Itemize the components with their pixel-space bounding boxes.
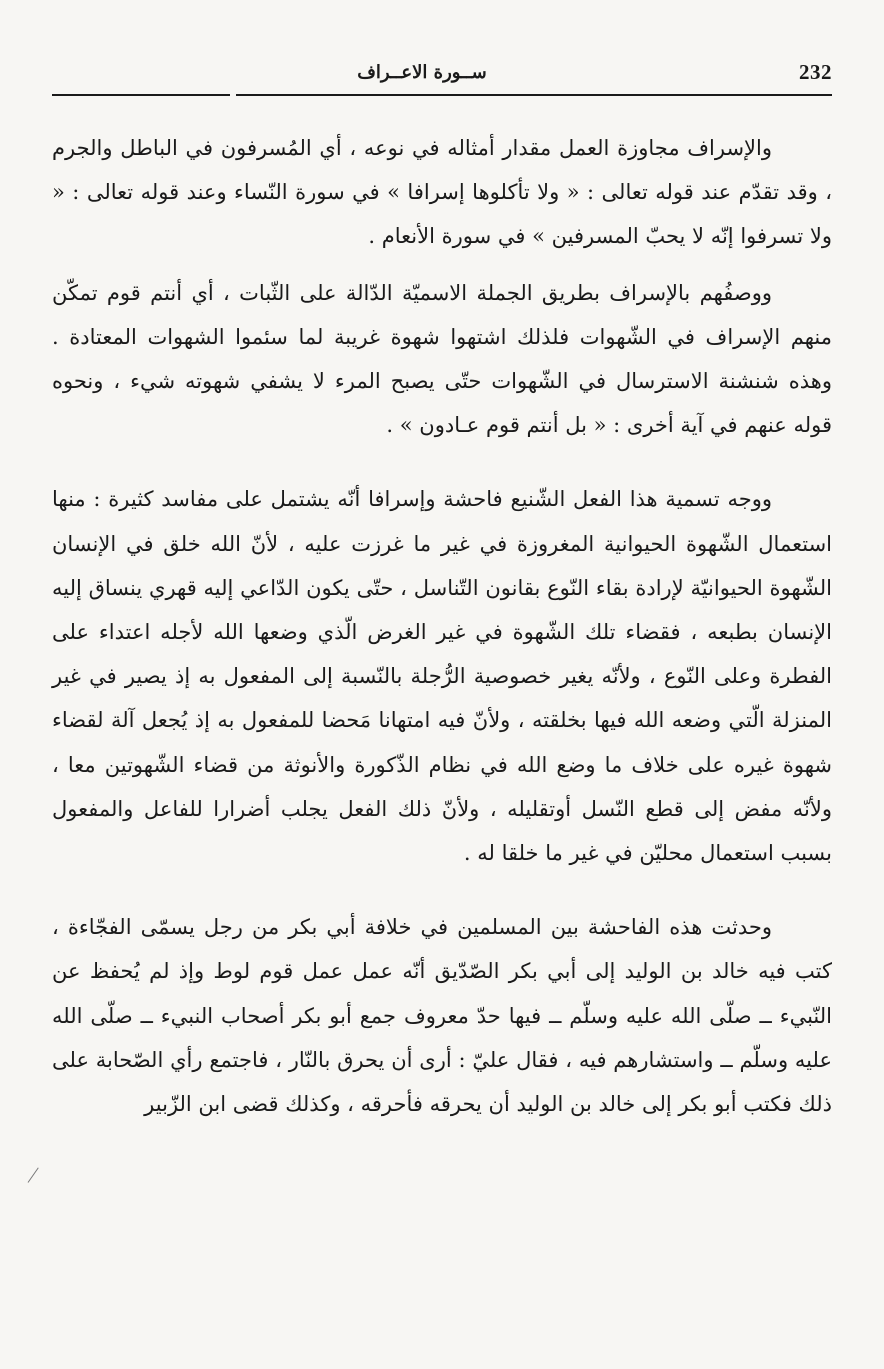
page-number: 232 bbox=[799, 60, 832, 84]
paragraph-1: والإسراف مجاوزة العمل مقدار أمثاله في نوعه ، أي المُسرفون في الباطل والجرم ، وقد تقدّم عند قوله تعالى : « ولا تأكلوها إسرافا » في سورة النّساء وعند قوله تعالى : « ولا تسرفوا إنّه لا يحبّ المسرفين » في سورة الأنعام . bbox=[52, 136, 832, 249]
body-text bbox=[52, 126, 832, 1126]
paragraph-4: وحدثت هذه الفاحشة بين المسلمين في خلافة أبي بكر من رجل يسمّى الفجّاءة ، كتب فيه خالد بن الوليد إلى أبي بكر الصّدّيق أنّه عمل عمل قوم لوط وإذ لم يُحفظ عن النّبيء ــ صلّى الله عليه وسلّم ــ فيها حدّ معروف جمع أبو بكر أصحاب النبيء ــ صلّى الله عليه وسلّم ــ واستشارهم فيه ، فقال عليّ : أرى أن يحرق بالنّار ، فاجتمع رأي الصّحابة على ذلك فكتب أبو بكر إلى خالد بن الوليد أن يحرقه فأحرقه ، وكذلك قضى ابن الزّبير bbox=[52, 915, 832, 1117]
header-rule-right bbox=[236, 94, 832, 96]
page-header bbox=[52, 60, 832, 104]
margin-pencil-mark bbox=[28, 1167, 39, 1182]
paragraph-3: ووجه تسمية هذا الفعل الشّنيع فاحشة وإسرافا أنّه يشتمل على مفاسد كثيرة : منها استعمال الشّهوة الحيوانية المغروزة في غير ما غرزت عليه ، لأنّ الله خلق في الإنسان الشّهوة الحيوانيّة لإرادة بقاء النّوع بقانون التّناسل ، حتّى يكون الدّاعي إليه قهري ينساق إليه الإنسان بطبعه ، فقضاء تلك الشّهوة في غير الغرض الّذي وضعها الله لأجله اعتداء على الفطرة وعلى النّوع ، ولأنّه يغير خصوصية الرُّجلة بالنّسبة إلى المفعول به إذ يصير في غير المنزلة الّتي وضعه الله فيها بخلقته ، ولأنّ فيه امتهانا مَحضا للمفعول به إذ يُجعل آلة لقضاء شهوة غيره على خلاف ما وضع الله في نظام الذّكورة والأنوثة من قضاء الشّهوتين معا ، ولأنّه مفض إلى قطع النّسل أوتقليله ، ولأنّ ذلك الفعل يجلب أضرارا للفاعل والمفعول بسبب استعمال محليّن في غير ما خلقا له . bbox=[52, 487, 832, 866]
paragraph-2: ووصفُهم بالإسراف بطريق الجملة الاسميّة الدّالة على الثّبات ، أي أنتم قوم تمكّن منهم الإسراف في الشّهوات فلذلك اشتهوا شهوة غريبة لما سئموا الشهوات المعتادة . وهذه شنشنة الاسترسال في الشّهوات حتّى يصبح المرء لا يشفي شهوته شيء ، ونحوه قوله عنهم في آية أخرى : « بل أنتم قوم عـادون » . bbox=[52, 280, 832, 438]
running-title: ســورة الاعــراف bbox=[357, 62, 487, 83]
header-rule-left bbox=[52, 94, 230, 96]
